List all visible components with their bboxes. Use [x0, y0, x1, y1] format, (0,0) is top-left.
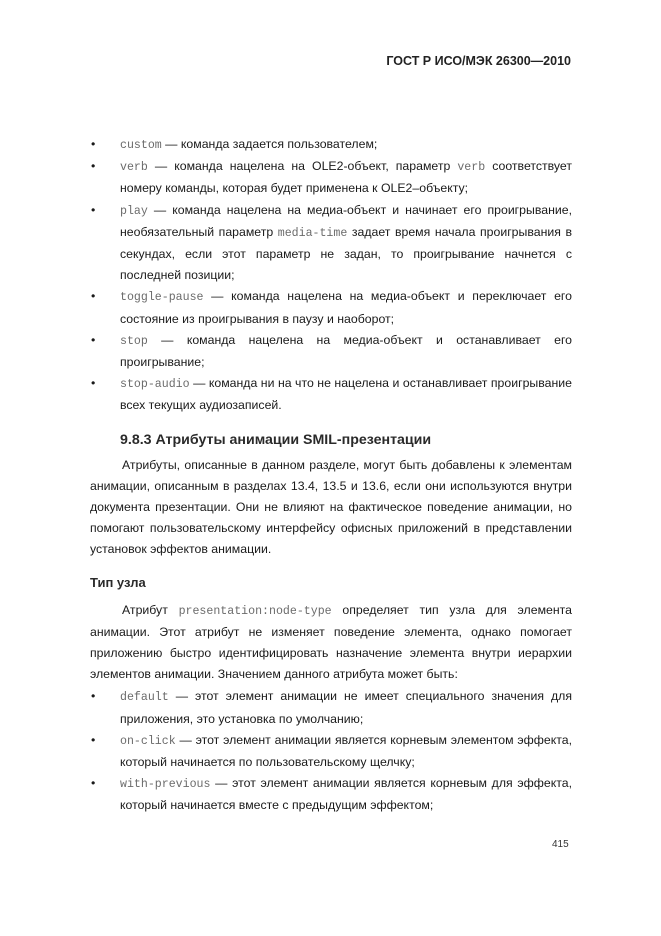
section-paragraph: Атрибуты, описанные в данном разделе, могут быть добавлены к элементам анимации, описанным в разделах 13.4, 13.5 и 13.6, если они используются внутри документа презентации. Они не влияют на фактическое поведение анимации, но помогают пользовательскому интерфейсу офисных приложений в представлении установок эффектов анимации. — [90, 457, 572, 557]
code-term: stop — [120, 334, 148, 348]
code-term: stop-audio — [120, 378, 190, 392]
code-term: on-click — [120, 734, 176, 748]
page-header: ГОСТ Р ИСО/МЭК 26300—2010 — [386, 54, 571, 68]
item-text: — команда нацелена на медиа-объект и останавливает его проигрывание; — [120, 332, 572, 370]
code-term: play — [120, 204, 148, 218]
bullet: • — [91, 689, 96, 704]
bullet: • — [91, 376, 96, 391]
bullet: • — [91, 732, 96, 747]
para-text: определяет тип узла для элемента анимации. Этот атрибут не изменяет поведение элемента, однако помогает приложению быстро идентифицировать назначение элемента внутри иерархии элементов анимации. Значением данного атрибута может быть: — [90, 602, 572, 682]
list-item — [90, 773, 572, 816]
item-text: — команда нацелена на OLE2-объект, параметр — [147, 159, 458, 174]
page-content — [90, 134, 572, 817]
bullet: • — [91, 137, 96, 151]
node-type-paragraph — [90, 600, 572, 686]
item-text: — команда нацелена на медиа-объект и начинает его проигрывание, необязательный параметр — [120, 202, 572, 239]
list-item — [90, 134, 572, 156]
code-term: media-time — [277, 226, 348, 240]
list-item — [90, 373, 572, 416]
code-term: with-previous — [120, 778, 211, 792]
code-term: presentation:node-type — [178, 604, 332, 618]
list-item — [90, 330, 572, 373]
bullet: • — [91, 776, 96, 791]
code-term: custom — [120, 139, 162, 152]
item-text: соответствует номеру команды, которая будет применена к OLE2–объекту; — [120, 159, 572, 196]
item-text: — команда нацелена на медиа-объект и переключает его состояние из проигрывания в паузу и наоборот; — [120, 289, 572, 326]
section-heading: 9.8.3 Атрибуты анимации SMIL-презентации — [120, 431, 432, 448]
list-item — [90, 156, 572, 199]
code-term: verb — [120, 161, 148, 175]
list-item — [90, 286, 572, 329]
bullet: • — [91, 332, 96, 347]
code-term: verb — [457, 161, 486, 175]
bullet: • — [91, 159, 96, 174]
item-text: задает время начала проигрывания в секундах, если этот параметр не задан, то проигрывание начнется с последней позиции; — [120, 224, 572, 283]
command-list — [90, 134, 572, 417]
item-text: — этот элемент анимации не имеет специального значения для приложения, это установка по умолчанию; — [120, 689, 572, 726]
bullet: • — [91, 289, 96, 304]
node-type-values — [90, 686, 572, 816]
list-item — [90, 730, 572, 773]
list-item — [90, 686, 572, 729]
item-text: — этот элемент анимации является корневым для эффекта, который начинается вместе с предыдущим эффектом; — [120, 776, 572, 813]
item-text: — этот элемент анимации является корневым элементом эффекта, который начинается по пользовательскому щелчку; — [120, 732, 572, 770]
item-text: — команда задается пользователем; — [161, 137, 378, 151]
subsection-heading: Тип узла — [90, 574, 146, 590]
code-term: toggle-pause — [120, 291, 204, 305]
page-number: 415 — [552, 839, 569, 850]
item-text: — команда ни на что не нацелена и останавливает проигрывание всех текущих аудиозаписей. — [120, 376, 572, 413]
code-term: default — [120, 691, 169, 705]
para-text: Атрибут — [122, 602, 179, 617]
list-item — [90, 200, 572, 287]
bullet: • — [91, 202, 96, 217]
